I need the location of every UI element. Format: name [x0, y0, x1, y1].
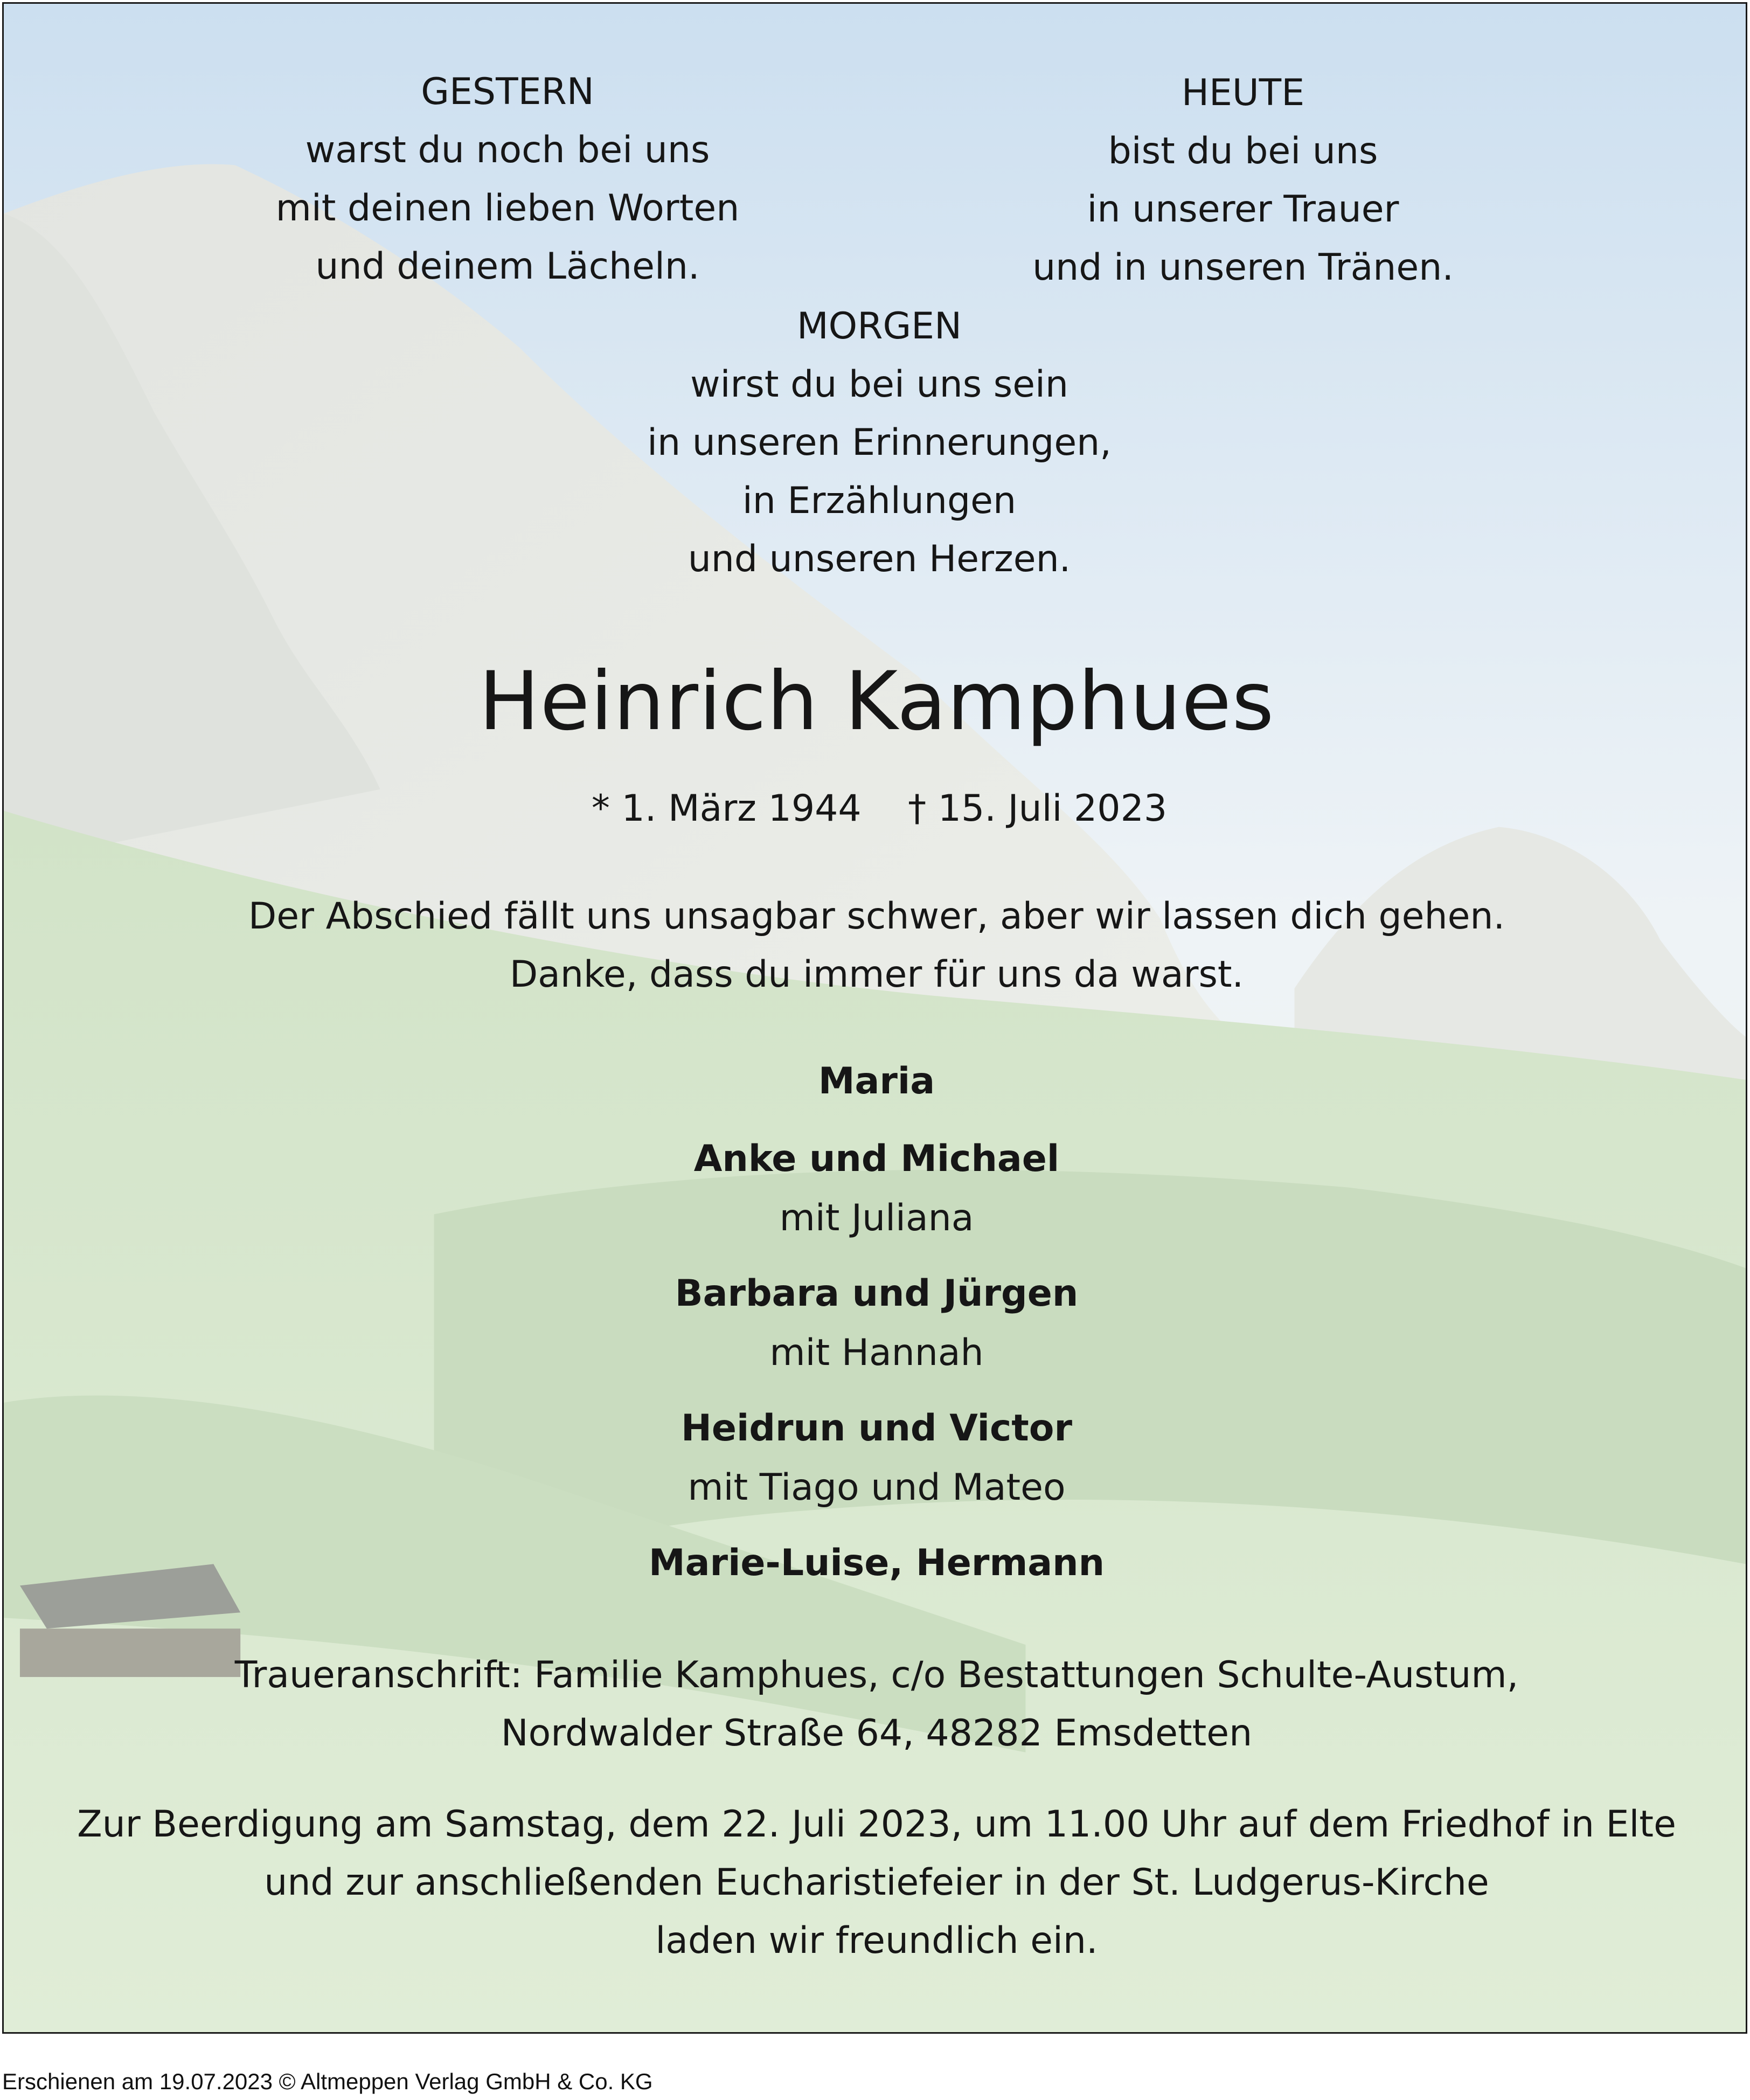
family-member-name: Maria [818, 1060, 935, 1103]
deceased-name: Heinrich Kamphues [478, 655, 1275, 748]
poem-gestern [241, 63, 774, 296]
poem-gestern-heading: GESTERN [421, 71, 594, 113]
address-line: Traueranschrift: Familie Kamphues, c/o Bestattungen Schulte-Austum, [234, 1654, 1519, 1696]
obituary-notice [2, 2, 1747, 2034]
family-member-name: Barbara und Jürgen [675, 1272, 1079, 1315]
farewell-line: Danke, dass du immer für uns da warst. [509, 953, 1244, 996]
address-line: Nordwalder Straße 64, 48282 Emsdetten [501, 1712, 1253, 1755]
mourning-address [112, 1646, 1642, 1763]
poem-morgen-line: und unseren Herzen. [688, 538, 1071, 580]
funeral-line: Zur Beerdigung am Samstag, dem 22. Juli 2023, um 11.00 Uhr auf dem Friedhof in Elte [77, 1803, 1676, 1846]
life-dates: * 1. März 1944 † 15. Juli 2023 [591, 787, 1168, 830]
poem-morgen-line: wirst du bei uns sein [690, 363, 1069, 406]
funeral-line: und zur anschließenden Eucharistiefeier in der St. Ludgerus-Kirche [264, 1861, 1489, 1904]
farewell-text [165, 888, 1588, 1004]
family-member-name: Anke und Michael [693, 1138, 1060, 1180]
farewell-line: Der Abschied fällt uns unsagbar schwer, aber wir lassen dich gehen. [248, 895, 1505, 938]
funeral-line: laden wir freundlich ein. [655, 1919, 1098, 1962]
poem-heute-line: in unserer Trauer [1087, 188, 1399, 231]
family-member-children: mit Juliana [779, 1197, 974, 1239]
poem-morgen-line: in unseren Erinnerungen, [647, 421, 1112, 464]
poem-heute-heading: HEUTE [1181, 72, 1305, 114]
poem-morgen [596, 297, 1162, 588]
poem-heute [974, 64, 1512, 297]
poem-heute-line: bist du bei uns [1108, 130, 1378, 172]
poem-gestern-line: mit deinen lieben Worten [275, 187, 740, 230]
poem-morgen-line: in Erzählungen [742, 480, 1017, 522]
poem-morgen-heading: MORGEN [797, 305, 962, 348]
poem-heute-line: und in unseren Tränen. [1032, 246, 1454, 289]
family-member-children: mit Tiago und Mateo [688, 1466, 1066, 1509]
poem-gestern-line: und deinem Lächeln. [315, 245, 700, 288]
poem-gestern-line: warst du noch bei uns [305, 129, 710, 171]
funeral-invitation [58, 1796, 1696, 1970]
family-member-name: Heidrun und Victor [680, 1407, 1073, 1450]
family-member-name: Marie-Luise, Hermann [648, 1542, 1105, 1584]
family-member-children: mit Hannah [769, 1332, 984, 1374]
publication-footer: Erschienen am 19.07.2023 © Altmeppen Verlag GmbH & Co. KG [2, 2069, 653, 2094]
